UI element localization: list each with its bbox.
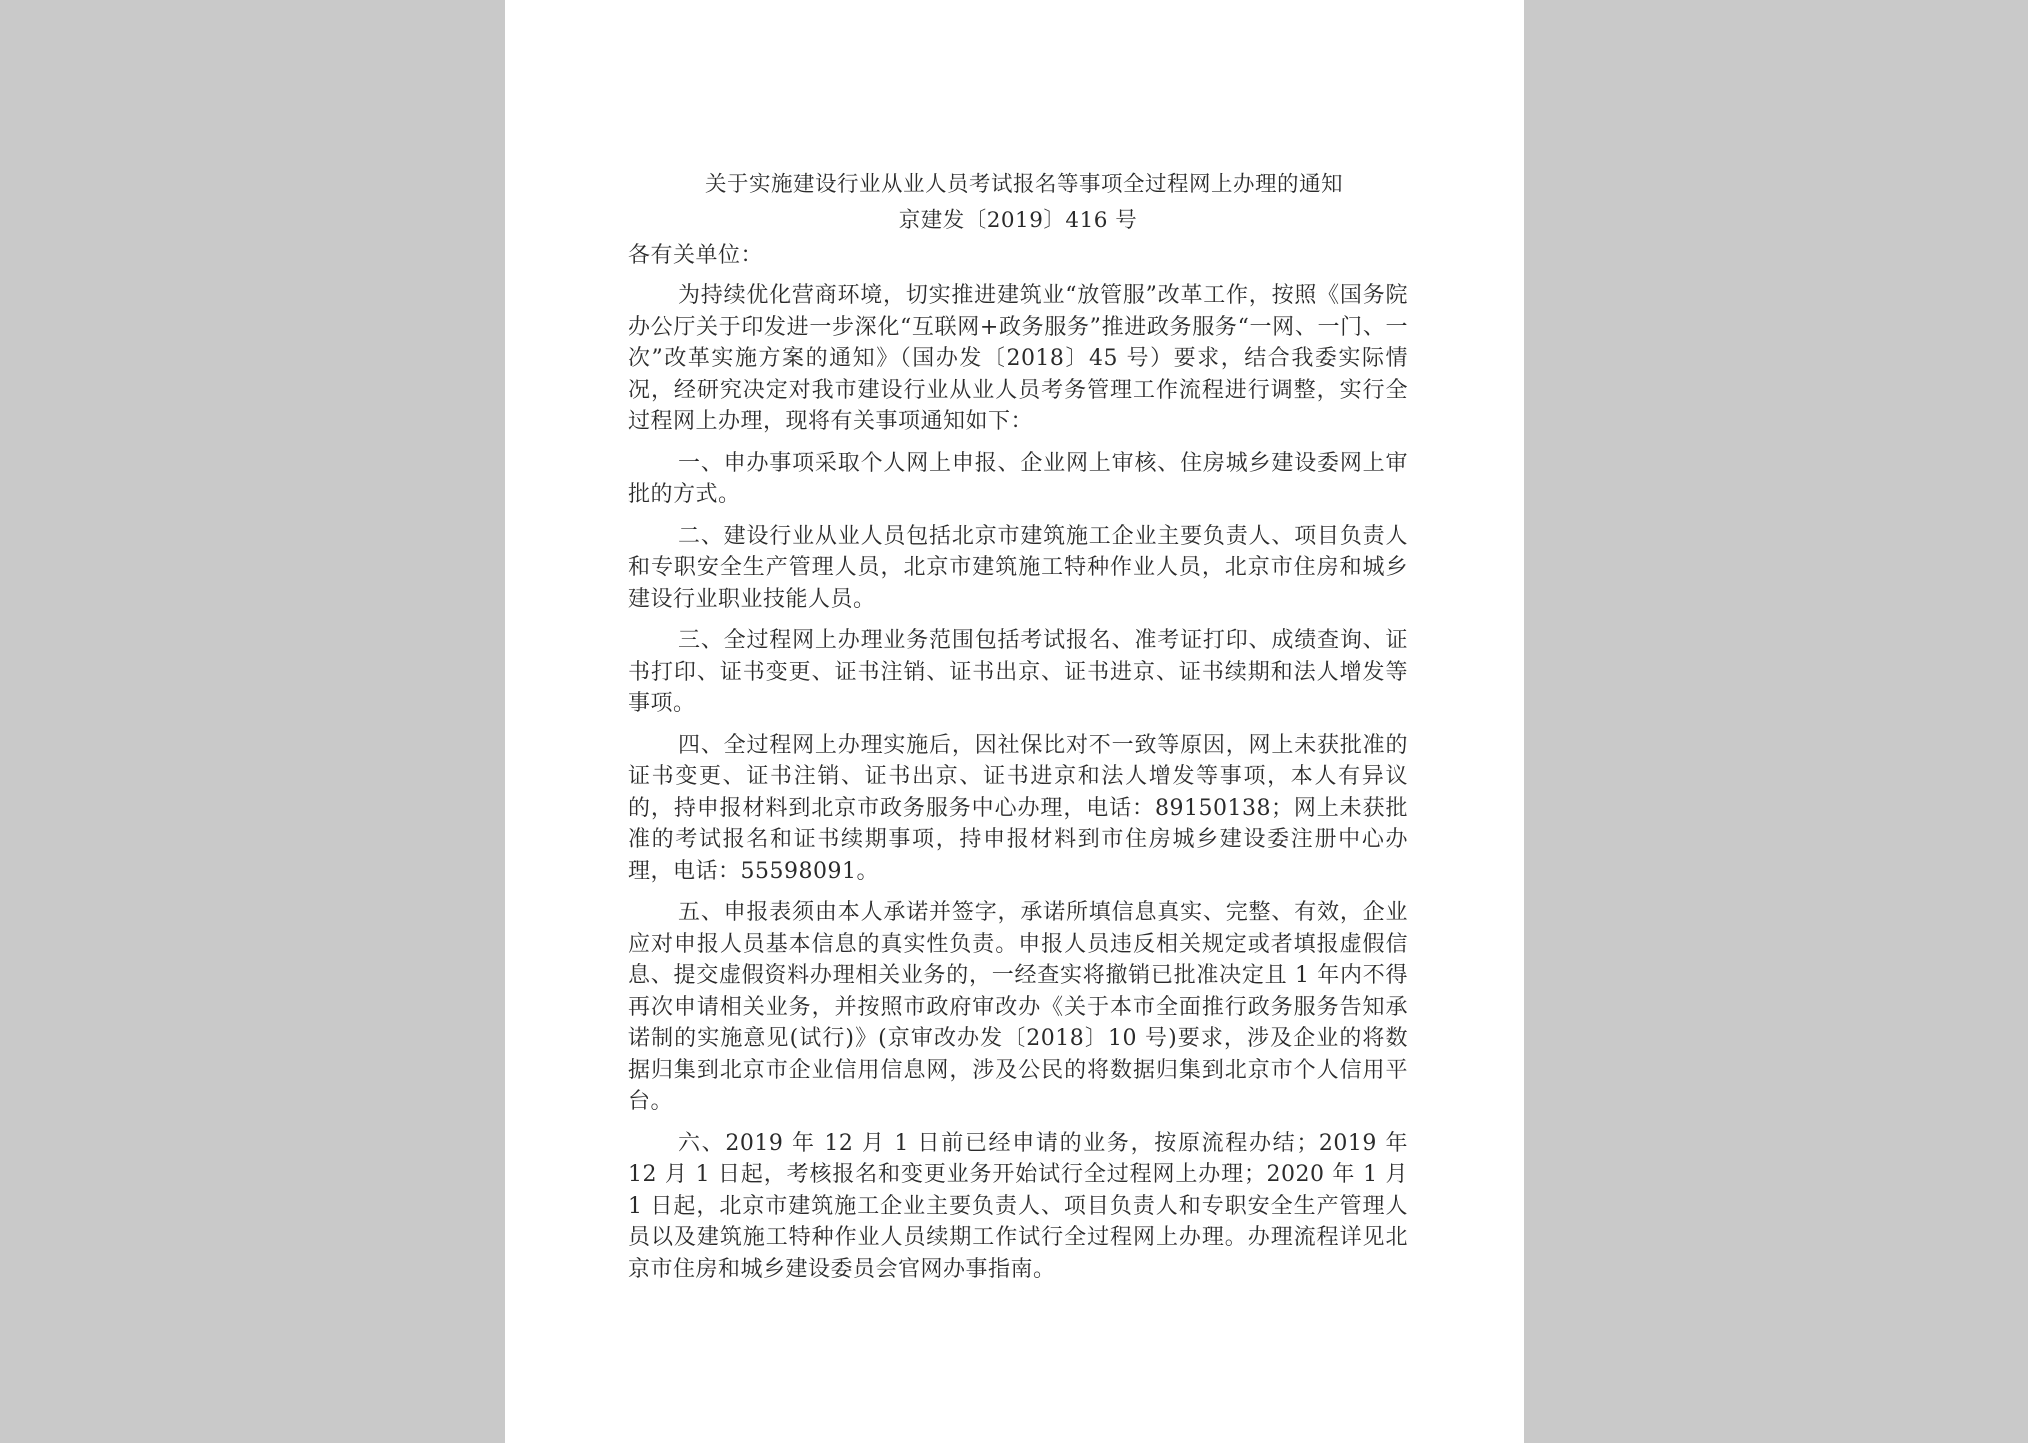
document-number: 京建发〔2019〕416 号	[898, 208, 1138, 233]
paragraph: 二、建设行业从业人员包括北京市建筑施工企业主要负责人、项目负责人和专职安全生产管理人员，北京市建筑施工特种作业人员，北京市住房和城乡建设行业职业技能人员。	[628, 523, 1408, 612]
paragraph: 六、2019 年 12 月 1 日前已经申请的业务，按原流程办结；2019 年 12 月 1 日起，考核报名和变更业务开始试行全过程网上办理；2020 年 1 月 1 日起，北京市建筑施工企业主要负责人、项目负责人和专职安全生产管理人员以及建筑施工特种作业人员续期工作试行全过程网上办理。办理流程详见北京市住房和城乡建设委员会官网办事指南。	[628, 1130, 1408, 1282]
document-body	[628, 168, 1408, 1285]
paragraph: 一、申办事项采取个人网上申报、企业网上审核、住房城乡建设委网上审批的方式。	[628, 450, 1408, 507]
paragraph: 五、申报表须由本人承诺并签字，承诺所填信息真实、完整、有效，企业应对申报人员基本信息的真实性负责。申报人员违反相关规定或者填报虚假信息、提交虚假资料办理相关业务的，一经查实将撤销已批准决定且 1 年内不得再次申请相关业务，并按照市政府审改办《关于本市全面推行政务服务告知承诺制的实施意见(试行)》(京审改办发〔2018〕10 号)要求，涉及企业的将数据归集到北京市企业信用信息网，涉及公民的将数据归集到北京市个人信用平台。	[628, 900, 1408, 1114]
paragraph: 为持续优化营商环境，切实推进建筑业“放管服”改革工作，按照《国务院办公厅关于印发进一步深化“互联网+政务服务”推进政务服务“一网、一门、一次”改革实施方案的通知》（国办发〔2018〕45 号）要求，结合我委实际情况，经研究决定对我市建设行业从业人员考务管理工作流程进行调整，实行全过程网上办理，现将有关事项通知如下：	[628, 283, 1408, 434]
salutation: 各有关单位：	[628, 243, 764, 268]
paragraph: 四、全过程网上办理实施后，因社保比对不一致等原因，网上未获批准的证书变更、证书注销、证书出京、证书进京和法人增发等事项，本人有异议的，持申报材料到北京市政务服务中心办理，电话：89150138；网上未获批准的考试报名和证书续期事项，持申报材料到市住房城乡建设委注册中心办理，电话：55598091。	[628, 732, 1408, 884]
document-title: 关于实施建设行业从业人员考试报名等事项全过程网上办理的通知	[704, 172, 1343, 197]
document-page	[505, 0, 1524, 1443]
paragraph: 三、全过程网上办理业务范围包括考试报名、准考证打印、成绩查询、证书打印、证书变更、证书注销、证书出京、证书进京、证书续期和法人增发等事项。	[628, 628, 1408, 716]
